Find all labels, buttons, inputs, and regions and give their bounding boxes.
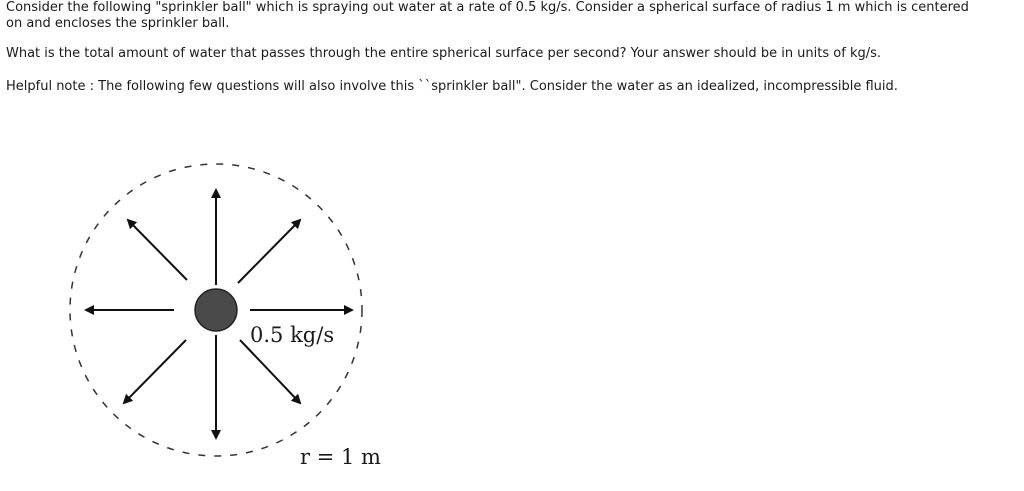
arrow-down-right: [240, 340, 300, 403]
sprinkler-ball: [195, 289, 237, 331]
radius-label: r = 1 m: [300, 445, 381, 469]
arrow-down-left: [124, 340, 186, 403]
helpful-note: Helpful note : The following few questions will also involve this ``sprinkler ball". Consider the water as an idealized, incompressible fluid.: [6, 79, 898, 94]
flow-rate-label: 0.5 kg/s: [250, 323, 335, 347]
question-intro-line-2: on and encloses the sprinkler ball.: [6, 16, 230, 31]
arrow-up-right: [238, 220, 300, 283]
question-prompt: What is the total amount of water that passes through the entire spherical surface per second? Your answer should be in units of kg/s.: [6, 46, 882, 61]
arrow-up-left: [128, 220, 187, 280]
question-intro-line-1: Consider the following "sprinkler ball" which is spraying out water at a rate of 0.5 kg/s. Consider a spherical surface of radius 1 m which is centered: [6, 0, 969, 15]
